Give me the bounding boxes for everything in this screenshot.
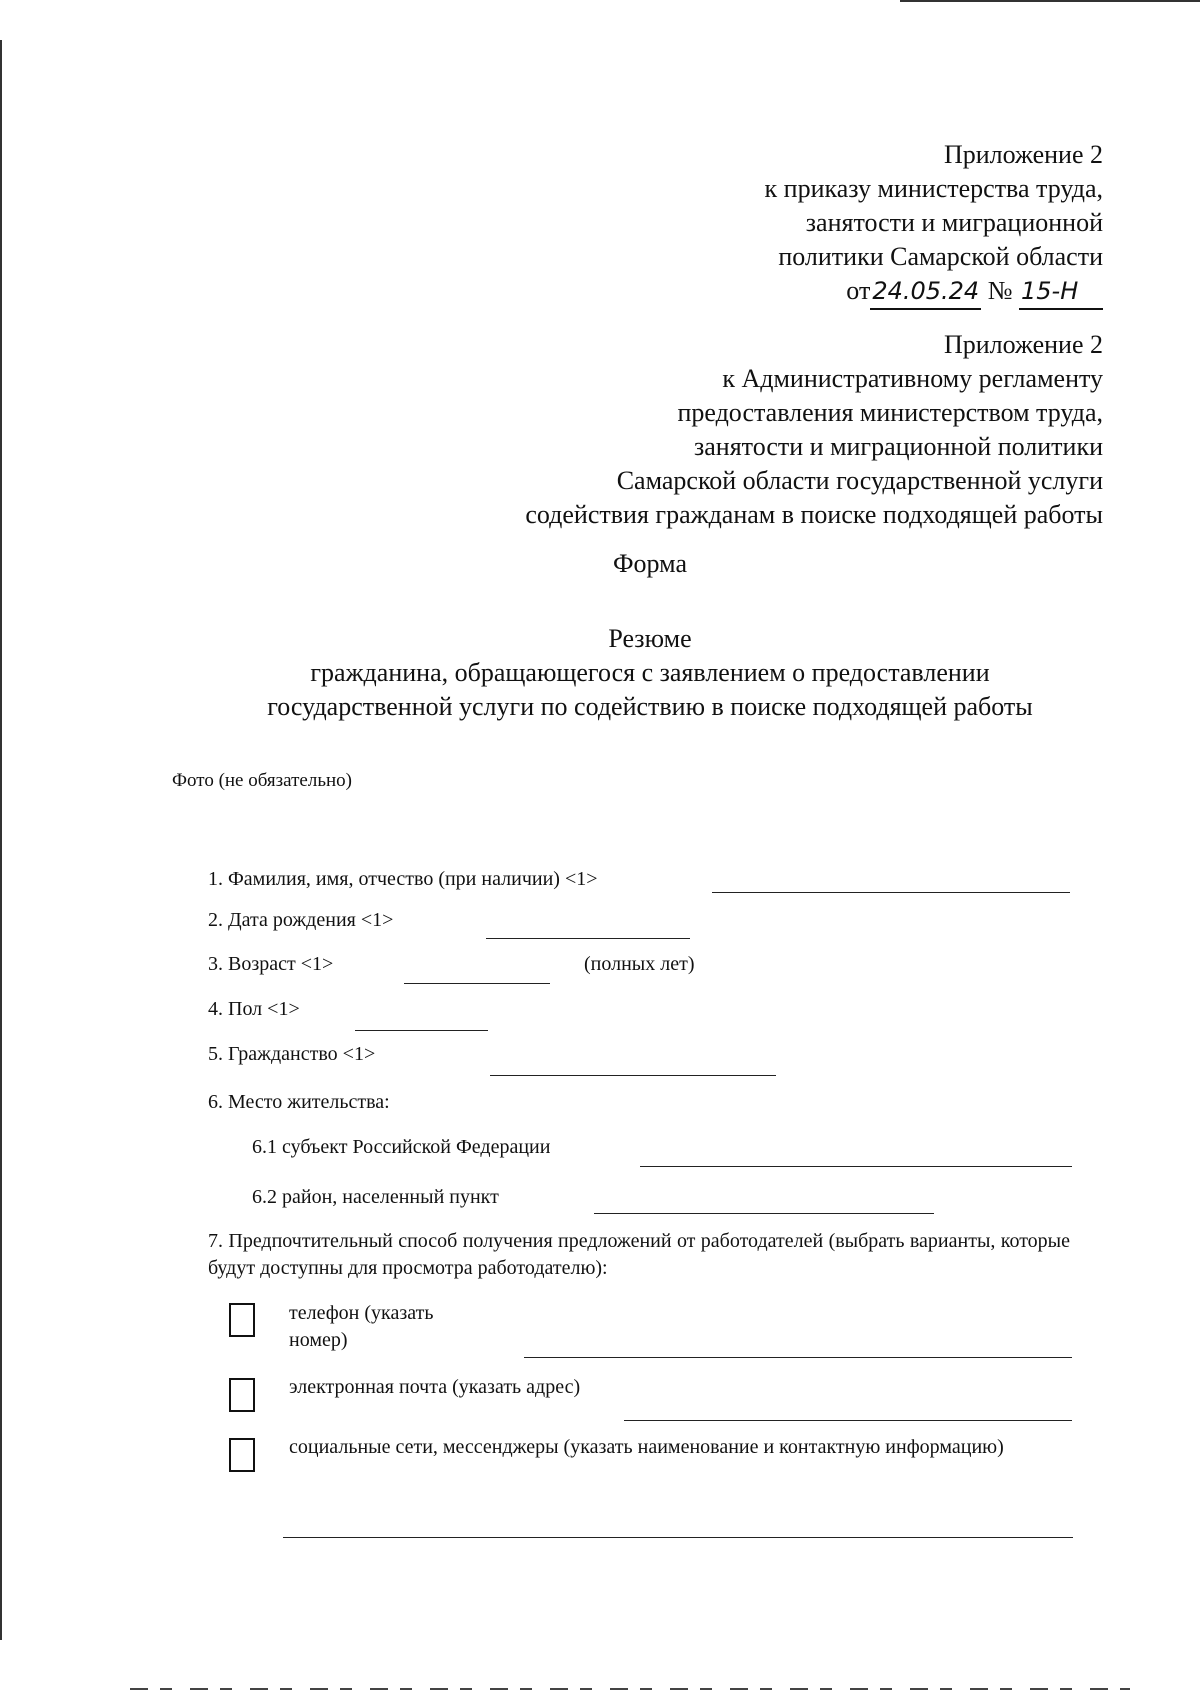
annex-order-block bbox=[765, 138, 1103, 310]
field-citizenship-label: 5. Гражданство <1> bbox=[208, 1043, 376, 1065]
checkbox-social[interactable] bbox=[229, 1438, 255, 1472]
annex-regulation-line-4: Самарской области государственной услуги bbox=[616, 466, 1103, 495]
option-email-line[interactable] bbox=[624, 1420, 1072, 1421]
field-birth-date-line[interactable] bbox=[486, 938, 690, 939]
field-age-label: 3. Возраст <1> bbox=[208, 953, 334, 975]
option-social-line[interactable] bbox=[283, 1537, 1073, 1538]
annex-order-line-1: к приказу министерства труда, bbox=[764, 174, 1103, 203]
resume-title: Резюме bbox=[608, 624, 692, 653]
field-age-suffix: (полных лет) bbox=[584, 953, 695, 975]
annex-regulation-line-5: содействия гражданам в поиске подходящей работы bbox=[525, 500, 1103, 529]
option-phone-line-1: телефон (указать bbox=[289, 1302, 434, 1324]
option-phone-line[interactable] bbox=[524, 1357, 1072, 1358]
handwritten-date: 24.05.24 bbox=[870, 274, 981, 310]
scan-bottom-artifact bbox=[130, 1688, 1130, 1690]
annex-order-date-line bbox=[765, 274, 1103, 310]
handwritten-number: 15-Н bbox=[1019, 274, 1103, 310]
resume-subtitle-line-2: государственной услуги по содействию в поиске подходящей работы bbox=[267, 692, 1033, 721]
form-label: Форма bbox=[613, 549, 687, 578]
annex-regulation-block bbox=[525, 328, 1103, 532]
checkbox-phone[interactable] bbox=[229, 1303, 255, 1337]
annex-regulation-title: Приложение 2 bbox=[943, 330, 1103, 359]
field-fio-label: 1. Фамилия, имя, отчество (при наличии) <1> bbox=[208, 868, 598, 890]
annex-order-line-3: политики Самарской области bbox=[778, 242, 1103, 271]
field-birth-date-label: 2. Дата рождения <1> bbox=[208, 909, 394, 931]
annex-regulation-line-1: к Административному регламенту bbox=[722, 364, 1103, 393]
field-citizenship-line[interactable] bbox=[490, 1075, 776, 1076]
field-residence-label: 6. Место жительства: bbox=[208, 1091, 390, 1113]
date-prefix: от bbox=[846, 276, 871, 305]
field-fio-line[interactable] bbox=[712, 892, 1070, 893]
field-sex-label: 4. Пол <1> bbox=[208, 998, 300, 1020]
scan-edge-left bbox=[0, 40, 2, 1640]
annex-order-title: Приложение 2 bbox=[943, 140, 1103, 169]
field-subject-line[interactable] bbox=[640, 1166, 1072, 1167]
photo-label: Фото (не обязательно) bbox=[172, 770, 352, 791]
option-phone-label bbox=[289, 1300, 433, 1354]
field-subject-label: 6.1 субъект Российской Федерации bbox=[252, 1136, 551, 1158]
checkbox-email[interactable] bbox=[229, 1378, 255, 1412]
field-sex-line[interactable] bbox=[355, 1030, 488, 1031]
field-district-label: 6.2 район, населенный пункт bbox=[252, 1186, 499, 1208]
field-age-line[interactable] bbox=[404, 983, 550, 984]
contact-preference-text: 7. Предпочтительный способ получения предложений от работодателей (выбрать варианты, которые будут доступны для просмотра работодателю): bbox=[208, 1230, 1070, 1279]
option-email-label: электронная почта (указать адрес) bbox=[289, 1376, 581, 1398]
resume-subtitle-line-1: гражданина, обращающегося с заявлением о предоставлении bbox=[310, 658, 990, 687]
annex-order-line-2: занятости и миграционной bbox=[805, 208, 1103, 237]
annex-regulation-line-3: занятости и миграционной политики bbox=[693, 432, 1103, 461]
option-phone-line-2: номер) bbox=[289, 1329, 348, 1351]
scan-edge-top bbox=[900, 0, 1200, 2]
option-social-label: социальные сети, мессенджеры (указать наименование и контактную информацию) bbox=[289, 1436, 1004, 1458]
number-prefix: № bbox=[987, 276, 1013, 305]
resume-subtitle bbox=[0, 656, 1200, 724]
field-district-line[interactable] bbox=[594, 1213, 934, 1214]
annex-regulation-line-2: предоставления министерством труда, bbox=[677, 398, 1103, 427]
